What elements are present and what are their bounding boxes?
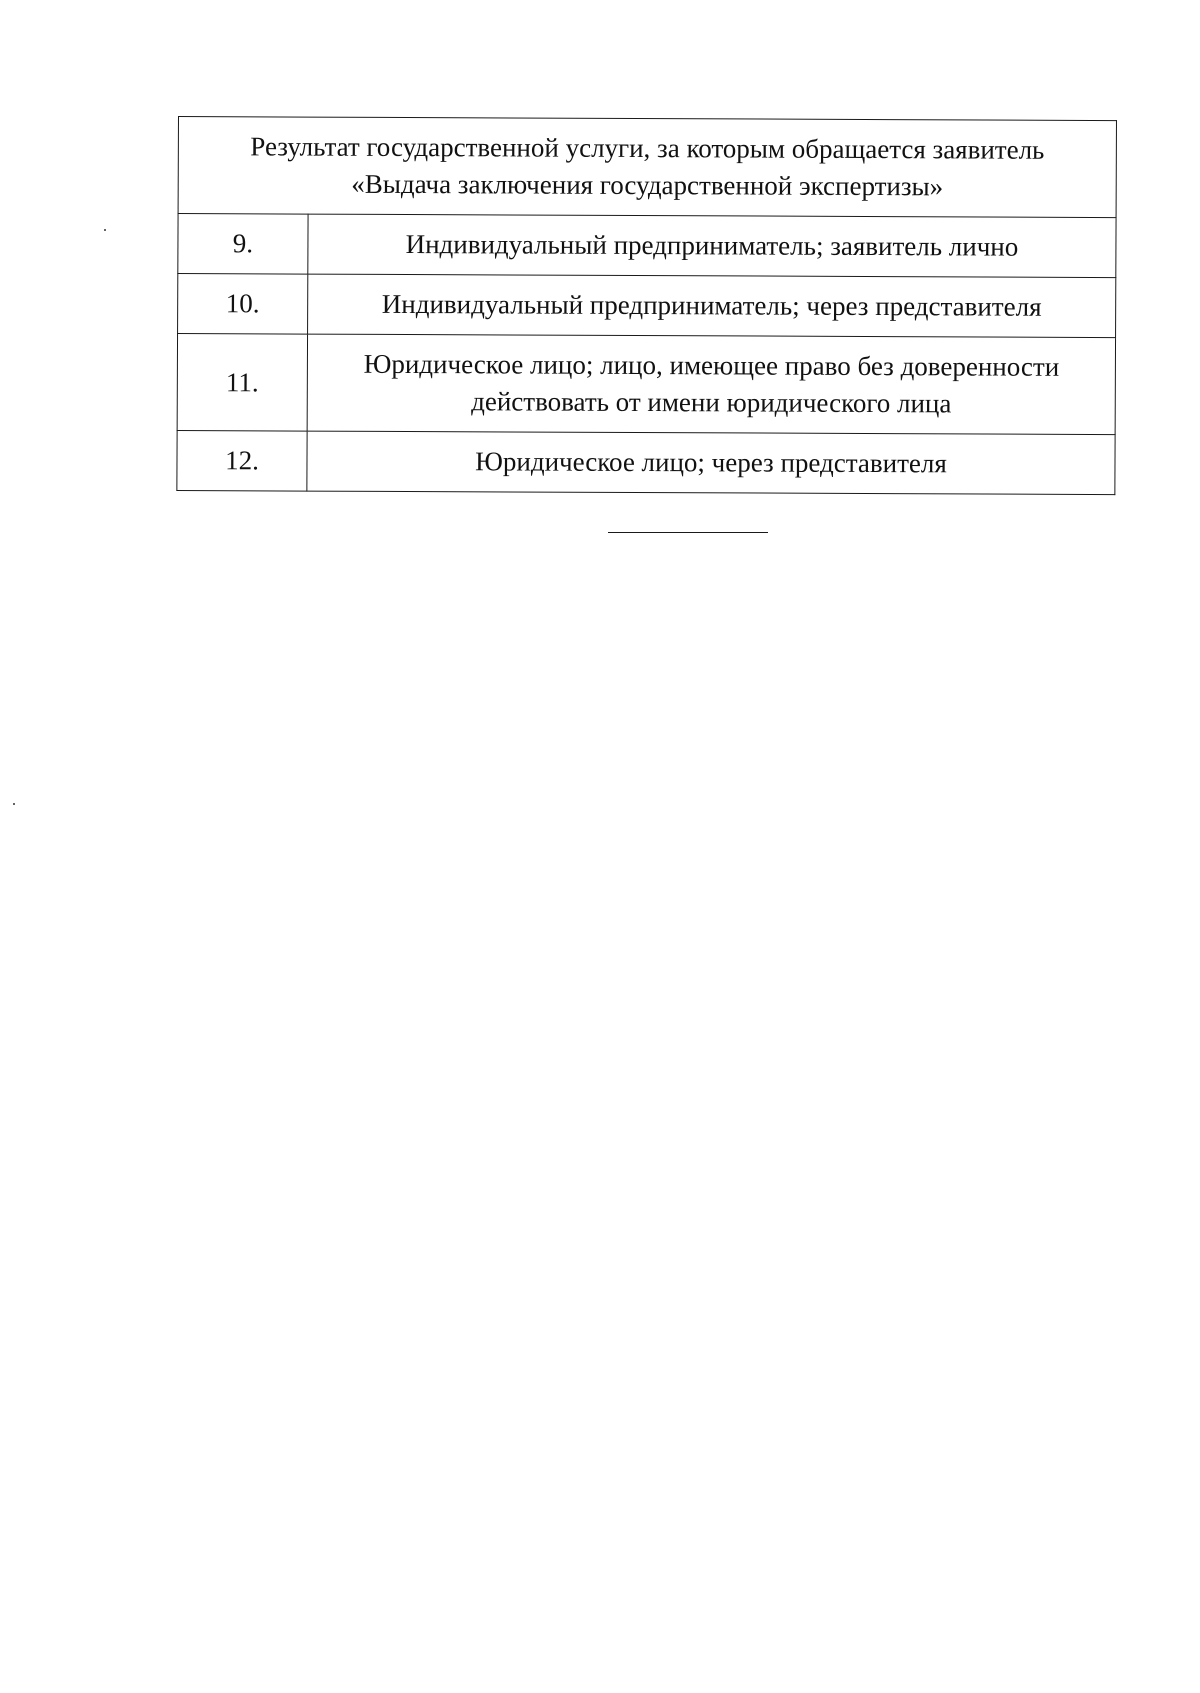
row-text — [308, 214, 1116, 278]
row-text-line: Индивидуальный предприниматель; через представителя — [381, 288, 1042, 322]
table-row — [177, 430, 1115, 494]
row-text — [307, 334, 1115, 435]
row-text-line: Юридическое лицо; лицо, имеющее право без доверенности — [363, 348, 1060, 382]
row-text-line: Юридическое лицо; через представителя — [475, 446, 947, 479]
applicant-variants-table — [176, 116, 1117, 495]
table-header-cell — [178, 117, 1116, 218]
scan-speck — [104, 229, 106, 231]
table-row — [177, 334, 1115, 435]
row-number: 12. — [177, 430, 307, 491]
row-text-line: Индивидуальный предприниматель; заявитель лично — [405, 228, 1019, 262]
row-number: 10. — [178, 274, 308, 335]
header-line-1: Результат государственной услуги, за которым обращается заявитель — [250, 131, 1045, 165]
header-line-2: «Выдача заключения государственной экспертизы» — [351, 168, 944, 202]
row-number: 11. — [177, 334, 307, 432]
row-text — [307, 431, 1115, 495]
table-row — [178, 214, 1116, 278]
scan-speck — [13, 803, 15, 805]
row-text-line: действовать от имени юридического лица — [471, 386, 952, 419]
end-of-document-rule — [608, 532, 768, 533]
table-header-row — [178, 117, 1116, 218]
row-number: 9. — [178, 214, 308, 275]
row-text — [308, 274, 1116, 338]
table-row — [178, 274, 1116, 338]
